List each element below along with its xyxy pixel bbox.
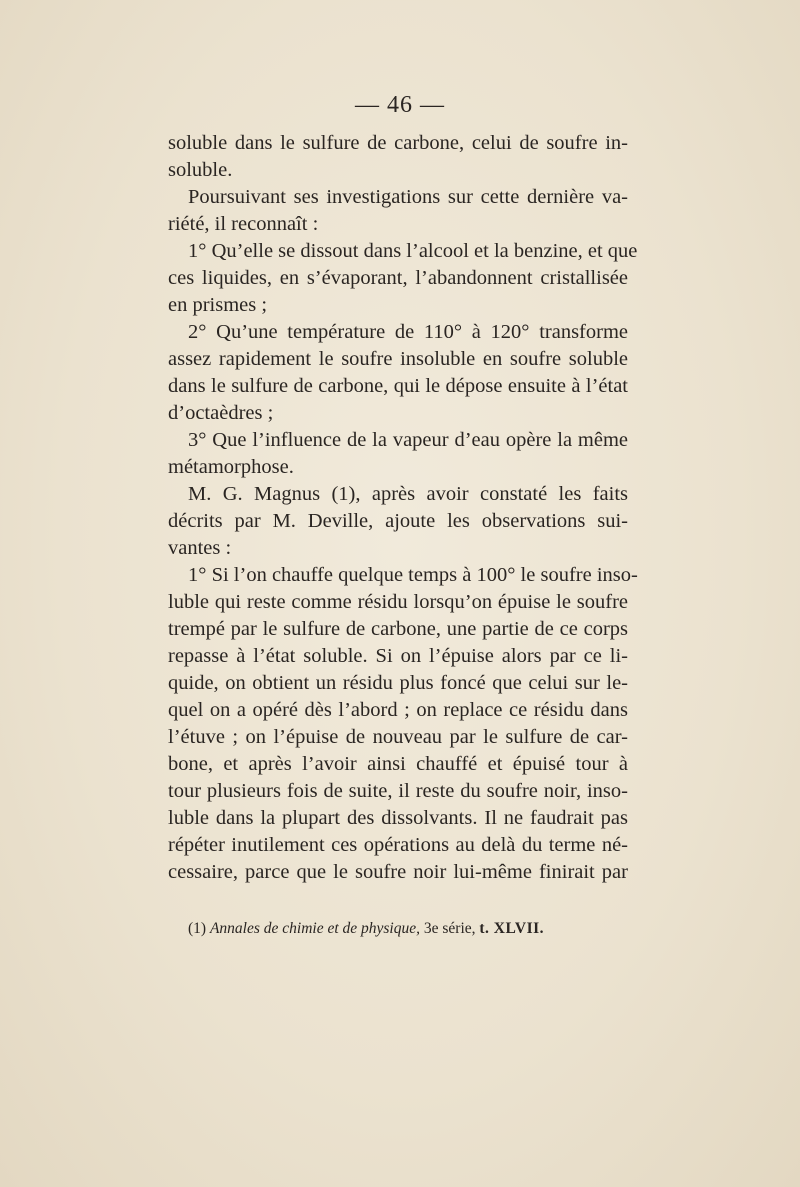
- text-line: repasse à l’état soluble. Si on l’épuise alors par ce li-: [168, 645, 628, 667]
- text-line: 1° Si l’on chauffe quelque temps à 100° le soufre inso-: [188, 564, 638, 586]
- text-line: ces liquides, en s’évaporant, l’abandonnent cristallisée: [168, 267, 628, 289]
- text-line: en prismes ;: [168, 294, 268, 316]
- text-line: dans le sulfure de carbone, qui le dépose ensuite à l’état: [168, 375, 628, 397]
- text-line: vantes :: [168, 537, 232, 559]
- text-line: 3° Que l’influence de la vapeur d’eau opère la même: [188, 429, 628, 451]
- body-text: [168, 130, 638, 886]
- text-line: M. G. Magnus (1), après avoir constaté les faits: [188, 483, 628, 505]
- text-line: Poursuivant ses investigations sur cette dernière va-: [188, 186, 628, 208]
- text-line: 1° Qu’elle se dissout dans l’alcool et la benzine, et que: [188, 240, 638, 262]
- footnote-source: Annales de chimie et de physique,: [209, 920, 420, 937]
- text-line: riété, il reconnaît :: [168, 213, 319, 235]
- text-line: décrits par M. Deville, ajoute les observations sui-: [168, 510, 628, 532]
- text-line: répéter inutilement ces opérations au delà du terme né-: [168, 834, 628, 856]
- footnote-volume: t. XLVII.: [479, 920, 545, 937]
- text-line: soluble.: [168, 159, 233, 181]
- text-line: quel on a opéré dès l’abord ; on replace ce résidu dans: [168, 699, 628, 721]
- text-line: luble dans la plupart des dissolvants. Il ne faudrait pas: [168, 807, 628, 829]
- text-line: 2° Qu’une température de 110° à 120° transforme: [188, 321, 628, 343]
- page-number: — 46 —: [355, 92, 445, 118]
- text-line: soluble dans le sulfure de carbone, celui de soufre in-: [168, 132, 628, 154]
- text-line: trempé par le sulfure de carbone, une partie de ce corps: [168, 618, 628, 640]
- text-line: quide, on obtient un résidu plus foncé que celui sur le-: [168, 672, 628, 694]
- text-line: tour plusieurs fois de suite, il reste du soufre noir, inso-: [168, 780, 628, 802]
- text-line: d’octaèdres ;: [168, 402, 274, 424]
- text-line: luble qui reste comme résidu lorsqu’on épuise le soufre: [168, 591, 628, 613]
- footnote: [188, 920, 544, 938]
- text-line: l’étuve ; on l’épuise de nouveau par le sulfure de car-: [168, 726, 628, 748]
- text-line: métamorphose.: [168, 456, 294, 478]
- text-line: cessaire, parce que le soufre noir lui-même finirait par: [168, 861, 628, 883]
- footnote-series: 3e série,: [423, 920, 476, 937]
- footnote-marker: (1): [188, 920, 207, 937]
- text-line: assez rapidement le soufre insoluble en soufre soluble: [168, 348, 628, 370]
- text-line: bone, et après l’avoir ainsi chauffé et épuisé tour à: [168, 753, 628, 775]
